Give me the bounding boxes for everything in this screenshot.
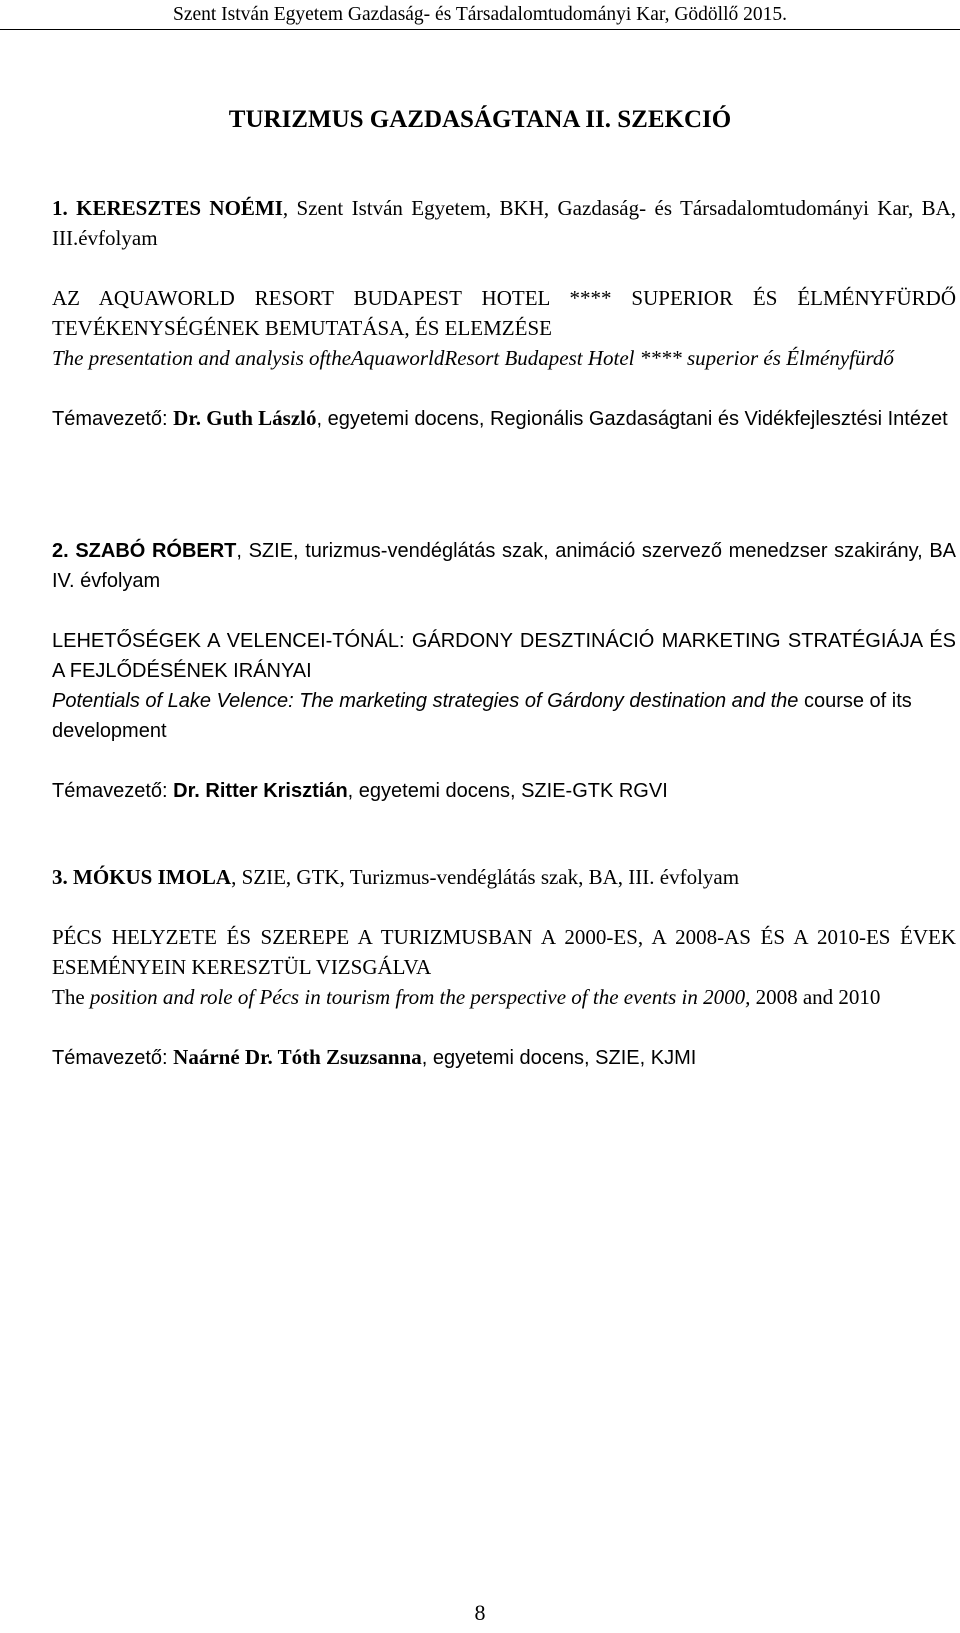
entry-2-affiliation: , SZIE, turizmus-vendéglátás szak, animáció szervező menedzser szakirány, BA IV. évfolyam (52, 540, 957, 592)
section-title: TURIZMUS GAZDASÁGTANA II. SZEKCIÓ (228, 106, 732, 133)
entry-1-supervisor-label: Témavezető: (52, 408, 174, 430)
entry-3-number: 3. (52, 865, 68, 889)
entry-1-title-hu: AZ AQUAWORLD RESORT BUDAPEST HOTEL **** SUPERIOR ÉS ÉLMÉNYFÜRDŐ TEVÉKENYSÉGÉNEK BEMUTATÁSA, ÉS ELEMZÉSE (52, 286, 956, 340)
entry-3-title-en-rest: 2008 and 2010 (750, 985, 881, 1009)
entry-2-supervisor-label: Témavezető: (52, 780, 174, 802)
entry-2 (52, 536, 956, 806)
entry-2-supervisor-rest: , egyetemi docens, SZIE-GTK RGVI (347, 780, 668, 802)
entry-2-author: SZABÓ RÓBERT (75, 540, 237, 562)
entry-3-title-hu: PÉCS HELYZETE ÉS SZEREPE A TURIZMUSBAN A 2000-ES, A 2008-AS ÉS A 2010-ES ÉVEK ESEMÉNYEIN KERESZTÜL VIZSGÁLVA (52, 925, 956, 979)
entry-3 (52, 862, 956, 1073)
entry-1-supervisor-rest: , egyetemi docens, Regionális Gazdaságtani és Vidékfejlesztési Intézet (316, 408, 948, 430)
entry-1-number: 1. (52, 196, 68, 220)
entry-1-author-line (52, 193, 956, 253)
entry-1-affiliation: , Szent István Egyetem, BKH, Gazdaság- és Társadalomtudományi Kar, BA, III.évfolyam (52, 196, 956, 250)
entry-3-affiliation: , SZIE, GTK, Turizmus-vendéglátás szak, BA, III. évfolyam (231, 865, 740, 889)
page-number: 8 (474, 1600, 486, 1625)
entry-2-title-hu: LEHETŐSÉGEK A VELENCEI-TÓNÁL: GÁRDONY DESZTINÁCIÓ MARKETING STRATÉGIÁJA ÉS A FEJLŐDÉSÉNEK IRÁNYAI (52, 630, 956, 682)
entry-3-supervisor-label: Témavezető: (52, 1047, 174, 1069)
header-divider (0, 29, 960, 30)
entry-3-supervisor-rest: , egyetemi docens, SZIE, KJMI (421, 1047, 697, 1069)
entry-3-title-en-plain: The (52, 985, 90, 1009)
entry-1-supervisor (52, 403, 956, 434)
entry-1-supervisor-name: Dr. Guth László (173, 406, 317, 430)
entry-2-title-en-italic: Potentials of Lake Velence: The marketing strategies of Gárdony destination and the (52, 690, 799, 712)
entry-3-title-en-italic: position and role of Pécs in tourism from the perspective of the events in 2000, (89, 985, 751, 1009)
entry-1-author: KERESZTES NOÉMI (76, 196, 283, 220)
entry-3-author: MÓKUS IMOLA (73, 865, 232, 889)
entry-1 (52, 193, 956, 434)
entry-2-number: 2. (52, 540, 69, 562)
entry-1-title-en: The presentation and analysis oftheAquaworldResort Budapest Hotel **** superior és Élményfürdő (52, 346, 894, 370)
entry-3-supervisor-name: Naárné Dr. Tóth Zsuzsanna (173, 1045, 422, 1069)
entry-3-title-en (52, 982, 956, 1012)
entry-2-title-en-rest: course of its development (52, 690, 912, 742)
header-text: Szent István Egyetem Gazdaság- és Társadalomtudományi Kar, Gödöllő 2015. (172, 4, 788, 25)
entry-2-author-line (52, 536, 956, 596)
entry-3-author-line (52, 862, 956, 892)
entry-2-title-en (52, 686, 956, 746)
entry-3-supervisor (52, 1042, 956, 1073)
entry-2-supervisor-name: Dr. Ritter Krisztián (173, 780, 348, 802)
entry-2-supervisor (52, 776, 956, 806)
